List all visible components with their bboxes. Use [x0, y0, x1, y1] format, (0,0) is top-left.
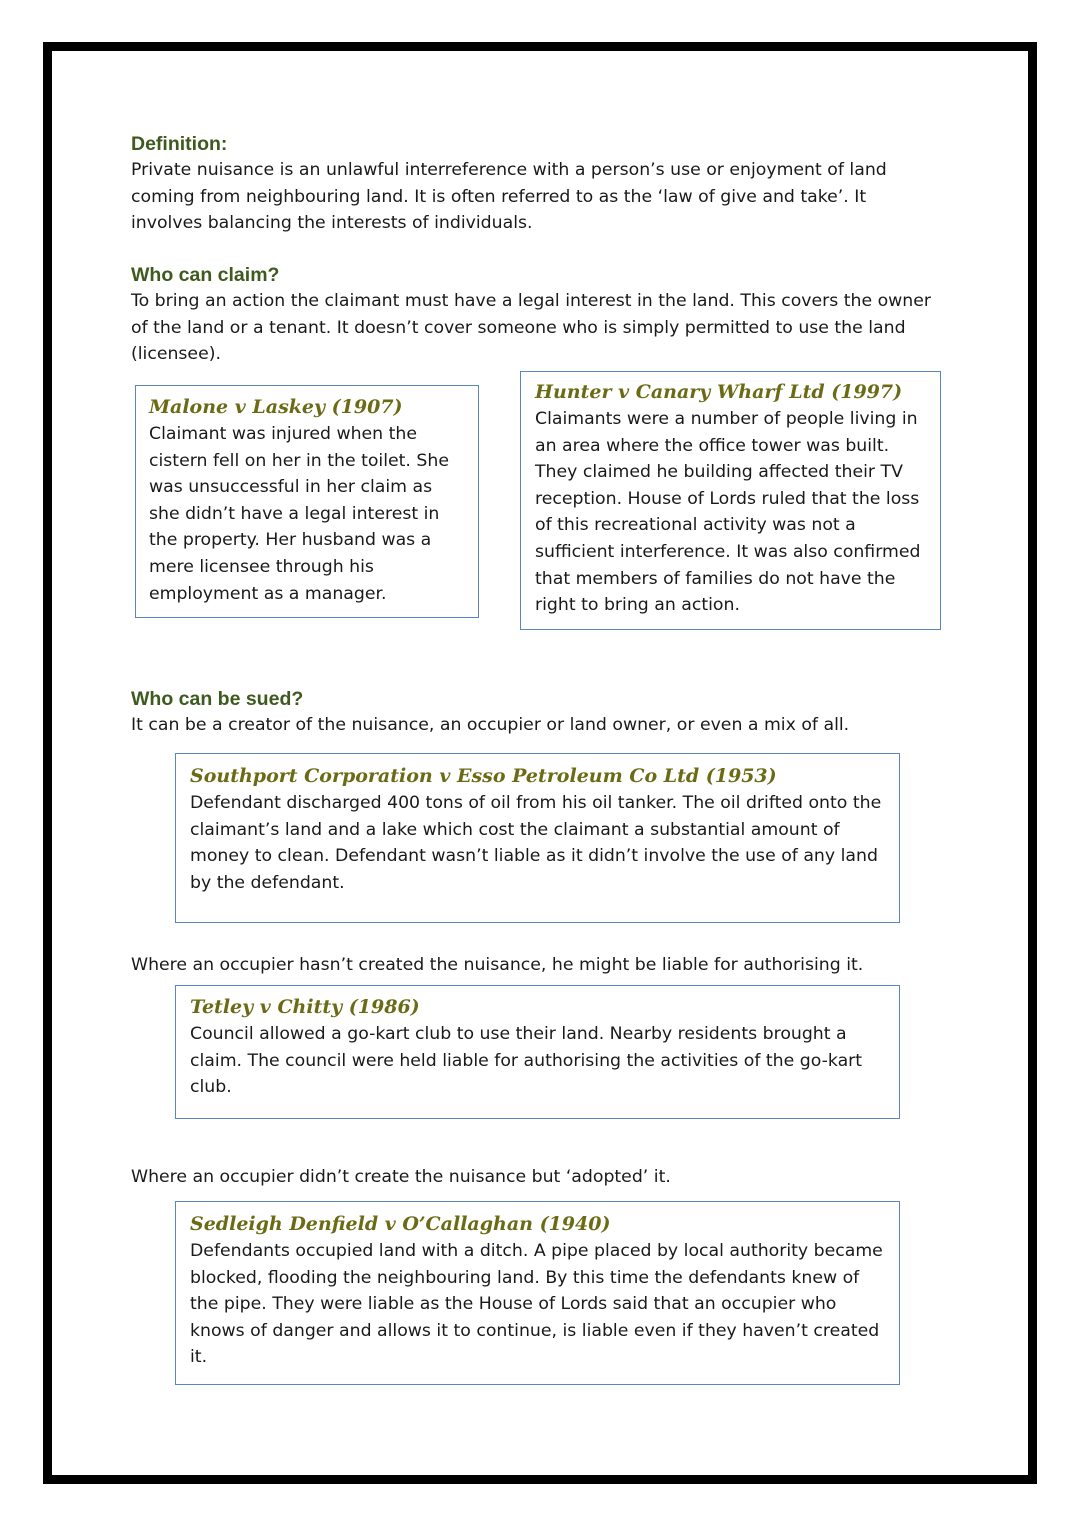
case-box-hunter	[520, 371, 941, 630]
definition-text: Private nuisance is an unlawful interreference with a person’s use or enjoyment of land coming from neighbouring land. It is often referred to as the ‘law of give and take’. It involves balancing the interests of individuals.	[131, 160, 887, 234]
case-title-hunter: Hunter v Canary Wharf Ltd (1997)	[535, 381, 903, 403]
case-title-southport: Southport Corporation v Esso Petroleum Co Ltd (1953)	[190, 765, 777, 787]
definition-heading: Definition:	[131, 133, 228, 155]
case-box-sedleigh	[175, 1201, 900, 1385]
who-can-claim-heading: Who can claim?	[131, 264, 280, 286]
case-body-southport: Defendant discharged 400 tons of oil from his oil tanker. The oil drifted onto the claimant’s land and a lake which cost the claimant a substantial amount of money to clean. Defendant wasn’t liable as it didn’t involve the use of any land by the defendant.	[190, 793, 882, 893]
who-can-be-sued-heading: Who can be sued?	[131, 688, 304, 710]
case-body-tetley: Council allowed a go-kart club to use their land. Nearby residents brought a claim. The council were held liable for authorising the activities of the go-kart club.	[190, 1024, 863, 1098]
case-title-sedleigh: Sedleigh Denfield v O’Callaghan (1940)	[190, 1213, 611, 1235]
case-title-tetley: Tetley v Chitty (1986)	[190, 996, 420, 1018]
case-box-malone	[135, 385, 479, 618]
case-body-hunter: Claimants were a number of people living in an area where the office tower was built. They claimed he building affected their TV reception. House of Lords ruled that the loss of this recreational activity was not a sufficient interference. It was also confirmed that members of families do not have the right to bring an action.	[535, 409, 921, 616]
who-can-claim-text: To bring an action the claimant must have a legal interest in the land. This covers the owner of the land or a tenant. It doesn’t cover someone who is simply permitted to use the land (licensee).	[131, 291, 931, 365]
case-title-malone: Malone v Laskey (1907)	[149, 396, 403, 418]
case-box-tetley	[175, 985, 900, 1119]
who-can-be-sued-text: It can be a creator of the nuisance, an occupier or land owner, or even a mix of all.	[131, 715, 850, 735]
case-box-southport	[175, 753, 900, 923]
adopted-text: Where an occupier didn’t create the nuisance but ‘adopted’ it.	[131, 1167, 671, 1187]
case-body-malone: Claimant was injured when the cistern fell on her in the toilet. She was unsuccessful in her claim as she didn’t have a legal interest in the property. Her husband was a mere licensee through his employment as a manager.	[149, 424, 449, 604]
authorising-text: Where an occupier hasn’t created the nuisance, he might be liable for authorising it.	[131, 955, 864, 975]
case-body-sedleigh: Defendants occupied land with a ditch. A pipe placed by local authority became blocked, flooding the neighbouring land. By this time the defendants knew of the pipe. They were liable as the House of Lords said that an occupier who knows of danger and allows it to continue, is liable even if they haven’t created it.	[190, 1241, 883, 1368]
